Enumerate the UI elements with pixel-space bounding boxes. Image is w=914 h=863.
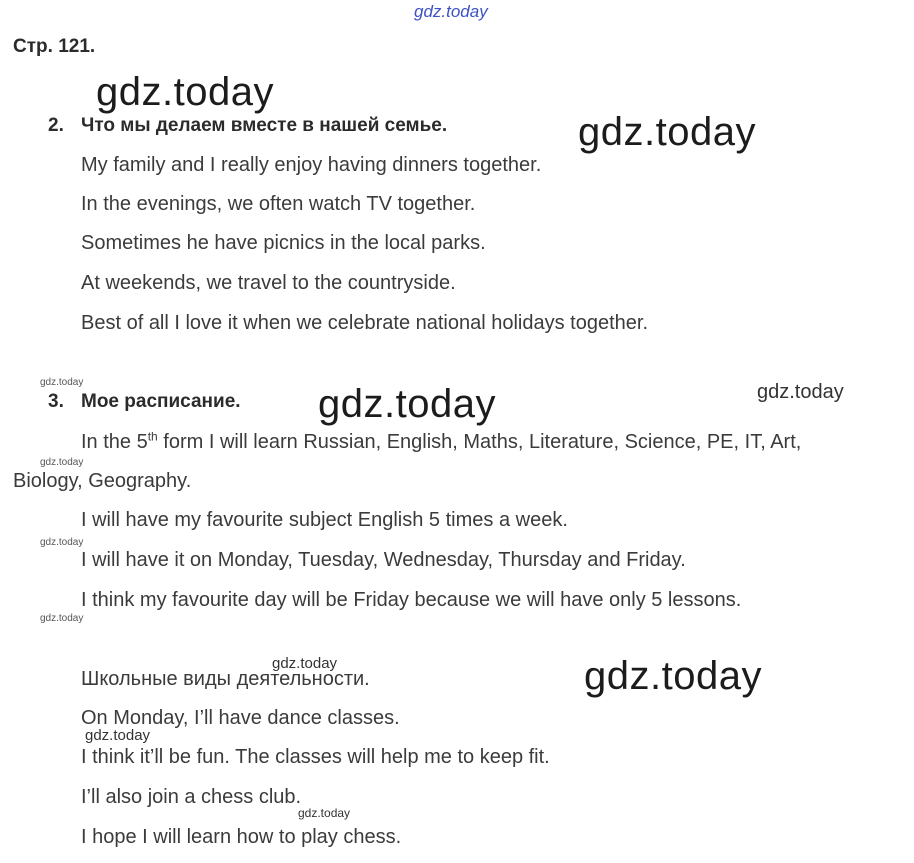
activities-line: On Monday, I’ll have dance classes. xyxy=(81,707,400,729)
task-3-intro: In the 5th form I will learn Russian, English, Maths, Literature, Science, PE, IT, Art, xyxy=(81,429,802,453)
activities-line: I hope I will learn how to play chess. xyxy=(81,826,402,848)
task-3-line: I will have my favourite subject English 5 times a week. xyxy=(81,509,568,531)
watermark-small: gdz.today xyxy=(40,537,84,548)
task-3-intro-continued: Biology, Geography. xyxy=(13,470,192,492)
activities-line: I think it’ll be fun. The classes will help me to keep fit. xyxy=(81,746,550,768)
watermark-large: gdz.today xyxy=(96,70,274,114)
activities-line: I’ll also join a chess club. xyxy=(81,786,302,808)
watermark-small: gdz.today xyxy=(40,613,84,624)
watermark-small: gdz.today xyxy=(298,806,351,820)
watermark-large: gdz.today xyxy=(578,110,756,154)
task-2-title: Что мы делаем вместе в нашей семье. xyxy=(81,115,448,136)
activities-title: Школьные виды деятельности. xyxy=(81,668,370,690)
watermark-large: gdz.today xyxy=(584,654,762,698)
task-2-line: In the evenings, we often watch TV together. xyxy=(81,193,476,215)
watermark-small: gdz.today xyxy=(40,457,84,468)
task-3-line: I think my favourite day will be Friday because we will have only 5 lessons. xyxy=(81,589,742,611)
task-2-line: My family and I really enjoy having dinners together. xyxy=(81,154,542,176)
task-3-line: I will have it on Monday, Tuesday, Wednesday, Thursday and Friday. xyxy=(81,549,686,571)
task-2-line: At weekends, we travel to the countryside. xyxy=(81,272,456,294)
task-3-number: 3. xyxy=(48,391,64,412)
watermark-small: gdz.today xyxy=(272,655,338,672)
task-3-title: Мое расписание. xyxy=(81,391,241,412)
watermark-top: gdz.today xyxy=(414,2,488,21)
task-2-number: 2. xyxy=(48,115,64,136)
task-2-line: Sometimes he have picnics in the local parks. xyxy=(81,232,486,254)
page-reference: Стр. 121. xyxy=(13,36,96,57)
watermark-medium: gdz.today xyxy=(757,381,844,403)
watermark-small: gdz.today xyxy=(40,377,84,388)
task-2-line: Best of all I love it when we celebrate national holidays together. xyxy=(81,312,649,334)
watermark-large: gdz.today xyxy=(318,382,496,426)
watermark-small: gdz.today xyxy=(85,727,151,744)
